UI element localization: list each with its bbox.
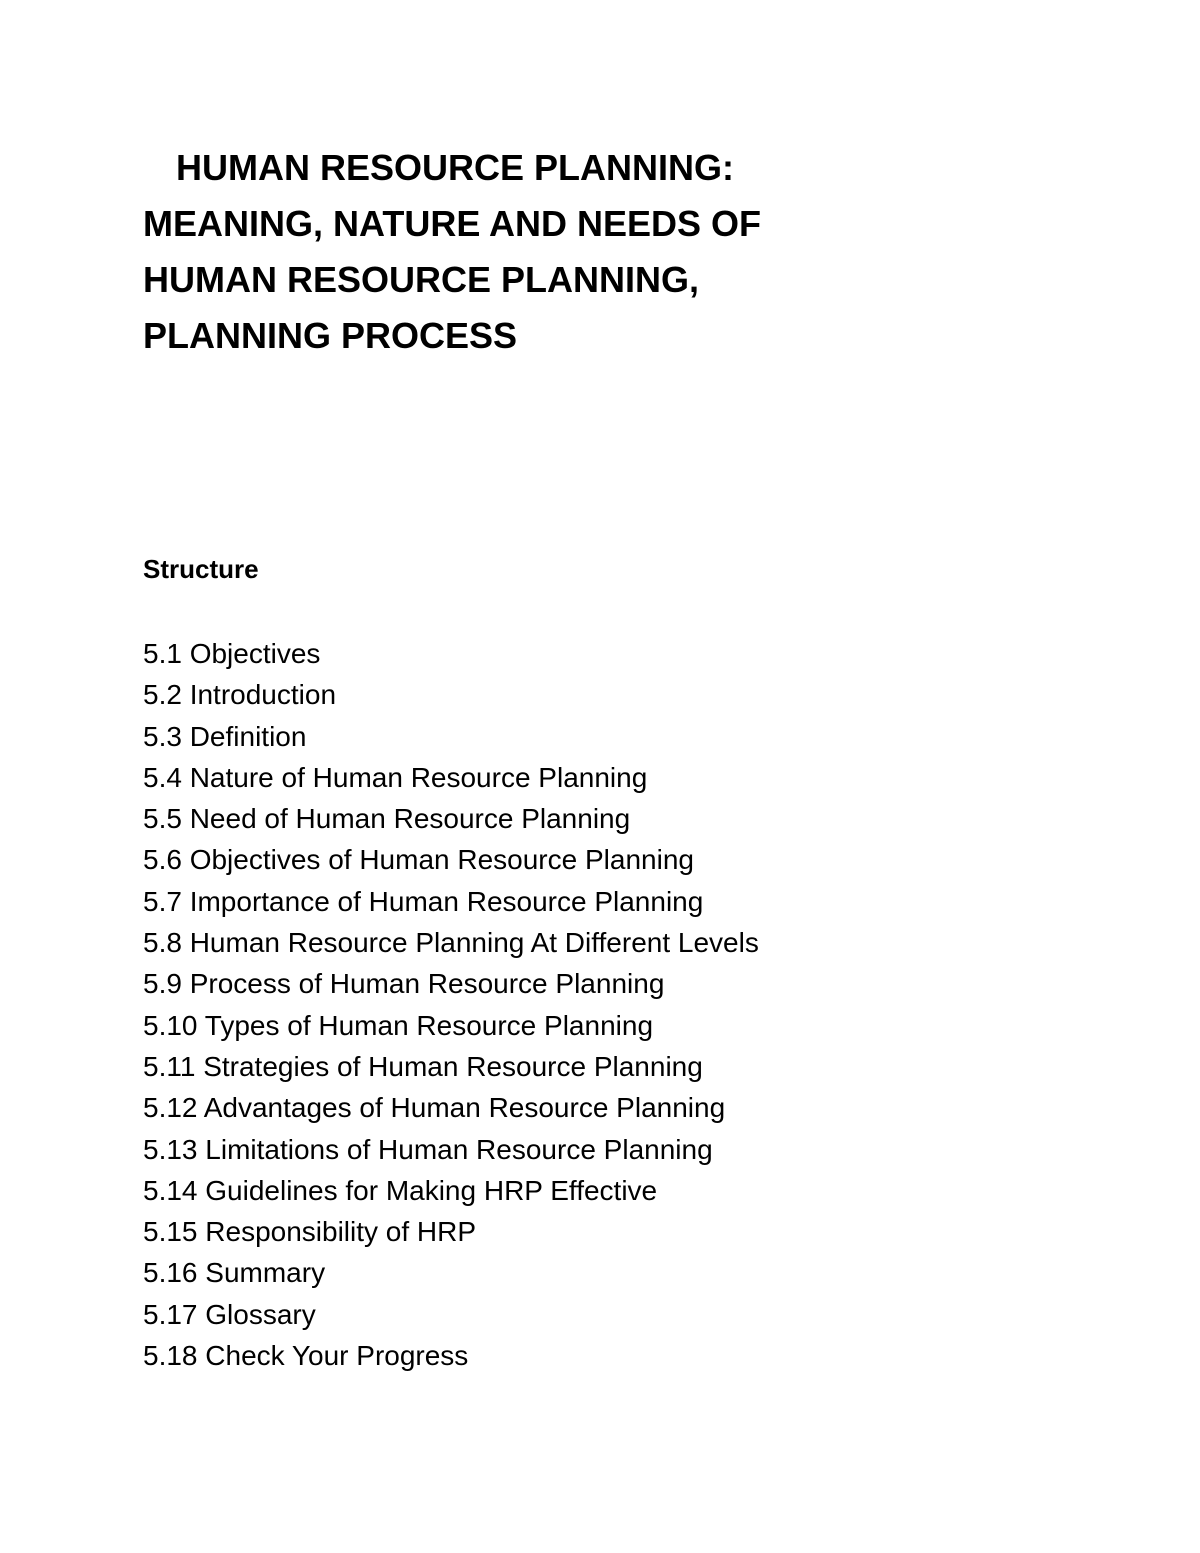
toc-item: 5.3 Definition xyxy=(143,720,307,752)
toc-item: 5.18 Check Your Progress xyxy=(143,1340,469,1372)
toc-item: 5.13 Limitations of Human Resource Planning xyxy=(143,1133,713,1165)
toc-item: 5.6 Objectives of Human Resource Planning xyxy=(143,844,694,876)
page-title xyxy=(143,140,1043,364)
title-line: HUMAN RESOURCE PLANNING: xyxy=(176,147,734,188)
toc-item: 5.2 Introduction xyxy=(143,679,337,711)
toc-item: 5.15 Responsibility of HRP xyxy=(143,1216,477,1248)
toc-item: 5.16 Summary xyxy=(143,1257,326,1289)
toc-item: 5.11 Strategies of Human Resource Planning xyxy=(143,1050,703,1082)
toc-item: 5.14 Guidelines for Making HRP Effective xyxy=(143,1174,658,1206)
toc-item: 5.8 Human Resource Planning At Different Levels xyxy=(143,927,759,959)
toc-item: 5.17 Glossary xyxy=(143,1298,316,1330)
title-line: PLANNING PROCESS xyxy=(143,315,518,356)
toc-item: 5.4 Nature of Human Resource Planning xyxy=(143,761,648,793)
structure-heading: Structure xyxy=(143,554,259,584)
toc-item: 5.12 Advantages of Human Resource Planning xyxy=(143,1092,726,1124)
toc-item: 5.9 Process of Human Resource Planning xyxy=(143,968,665,1000)
toc-item: 5.7 Importance of Human Resource Planning xyxy=(143,885,704,917)
table-of-contents xyxy=(143,633,1043,1376)
toc-item: 5.5 Need of Human Resource Planning xyxy=(143,803,631,835)
title-line: MEANING, NATURE AND NEEDS OF xyxy=(143,203,762,244)
toc-item: 5.10 Types of Human Resource Planning xyxy=(143,1009,654,1041)
title-line: HUMAN RESOURCE PLANNING, xyxy=(143,259,700,300)
toc-item: 5.1 Objectives xyxy=(143,638,321,669)
